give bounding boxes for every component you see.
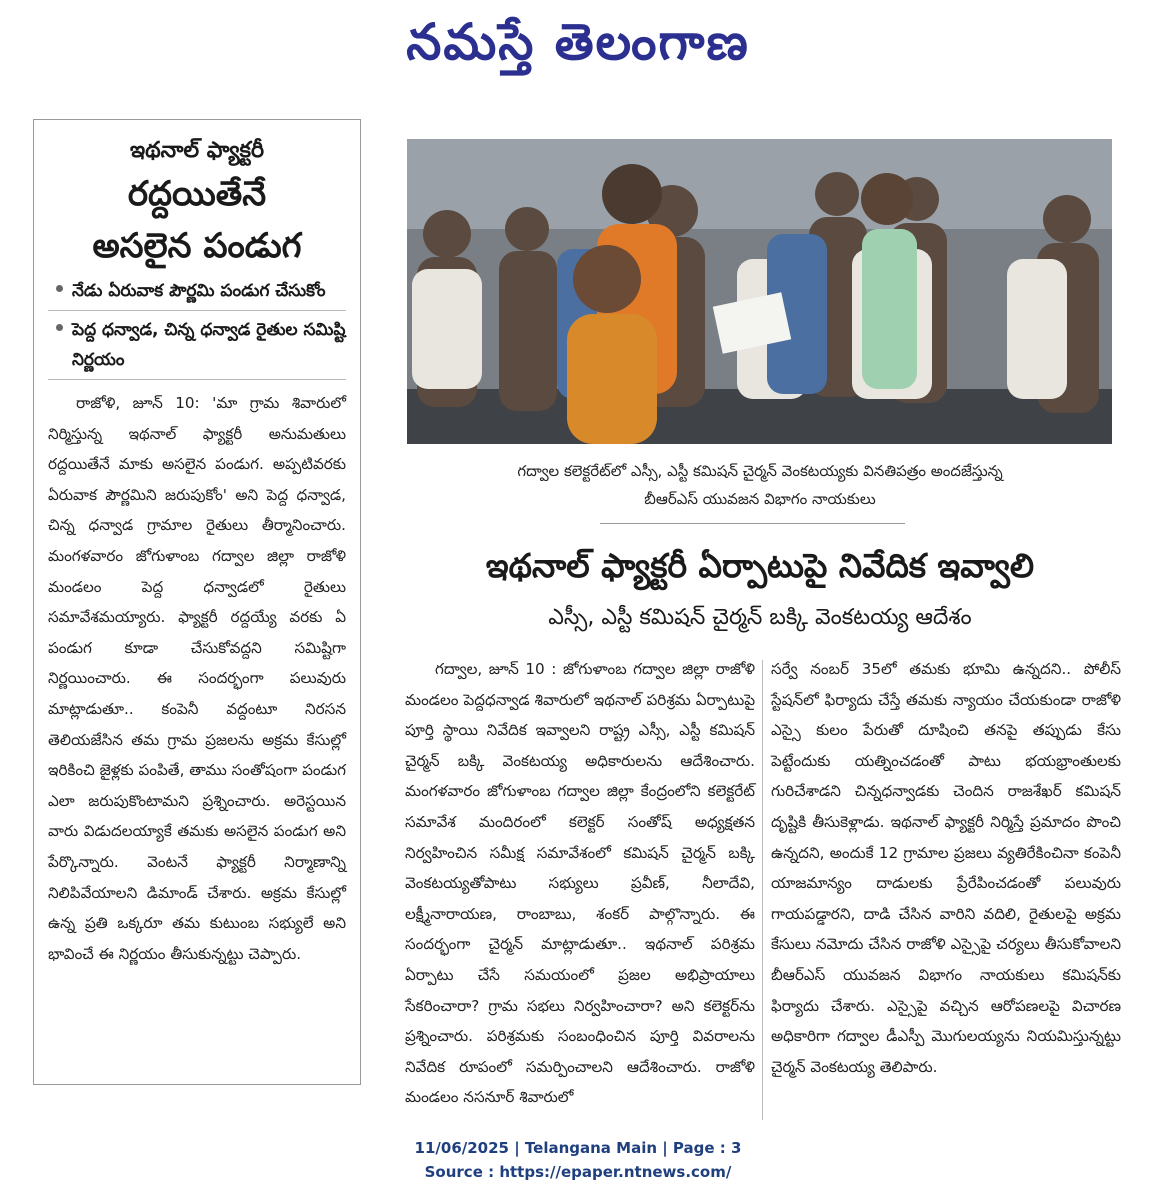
main-story-column-1 <box>405 654 755 1113</box>
news-photo-image <box>407 139 1112 444</box>
main-subheadline: ఎస్సీ, ఎస్టీ కమిషన్ చైర్మన్ బక్కి వెంకటయ్య ఆదేశం <box>548 605 972 630</box>
main-story-text-1: గద్వాల, జూన్ 10 : జోగుళాంబ గద్వాల జిల్లా రాజోళి మండలం పెద్దధన్వాడ శివారులో ఇథనాల్ పరిశ్రమ ఏర్పాటుపై పూర్తి స్థాయి నివేదిక ఇవ్వాలని రాష్ట్ర ఎస్సీ, ఎస్టీ కమిషన్ చైర్మన్ బక్కి వెంకటయ్య అధికారులను ఆదేశించారు. మంగళవారం జోగుళాంబ గద్వాల జిల్లా కేంద్రంలోని కలెక్టరేట్ సమావేశ మందిరంలో కలెక్టర్ సంతోష్ అధ్యక్షతన నిర్వహించిన సమీక్ష సమావేశంలో కమిషన్ చైర్మన్ బక్కి వెంకటయ్యతోపాటు సభ్యులు ప్రవీణ్, నీలాదేవి, లక్ష్మీనారాయణ, రాంబాబు, శంకర్ పాల్గొన్నారు. ఈ సందర్భంగా చైర్మన్ మాట్లాడుతూ.. ఇథనాల్ పరిశ్రమ ఏర్పాటు చేసే సమయంలో ప్రజల అభిప్రాయాలు సేకరించారా? గ్రామ సభలు నిర్వహించారా? అని కలెక్టర్‌ను ప్రశ్నించారు. పరిశ్రమకు సంబంధించిన పూర్తి వివరాలను నివేదిక రూపంలో సమర్పించాలని ఆదేశించారు. రాజోళి మండలం నసనూర్ శివారులో <box>405 660 755 1107</box>
photo-caption-line-1: గద్వాల కలెక్టరేట్‌లో ఎస్సీ, ఎస్టీ కమిషన్ చైర్మన్ వెంకటయ్యకు వినతిపత్రం అందజేస్తున్న <box>517 462 1003 480</box>
newspaper-masthead: నమస్తే తెలంగాణ <box>406 12 750 71</box>
main-story-column-2 <box>771 654 1121 1082</box>
sidebar-headline-line-1: రద్దయితేనే <box>127 174 267 214</box>
sidebar-body-text: రాజోళి, జూన్ 10: 'మా గ్రామ శివారులో నిర్మిస్తున్న ఇథనాల్ ఫ్యాక్టరీ అనుమతులు రద్దయితేనే మాకు అసలైన పండుగ. అప్పటివరకు ఏరువాక పౌర్ణమిని జరుపుకోం' అని పెద్ద ధన్వాడ, చిన్న ధన్వాడ గ్రామాల రైతులు తీర్మానించారు. మంగళవారం జోగుళాంబ గద్వాల జిల్లా రాజోళి మండలం పెద్ద ధన్వాడలో రైతులు సమావేశమయ్యారు. ఫ్యాక్టరీ రద్దయ్యే వరకు ఏ పండుగ కూడా చేసుకోవద్దని సమిష్టిగా నిర్ణయించారు. ఈ సందర్భంగా పలువురు మాట్లాడుతూ.. కంపెనీ వద్దంటూ నిరసన తెలియజేసిన తమ గ్రామ ప్రజలను అక్రమ కేసుల్లో ఇరికించి జైళ్లకు పంపితే, తాము సంతోషంగా పండుగ ఎలా జరుపుకొంటామని ప్రశ్నించారు. అరెస్టయిన వారు విడుదలయ్యాకే తమకు అసలైన పండుగ అని పేర్కొన్నారు. వెంటనే ఫ్యాక్టరీ నిర్మాణాన్ని నిలిపివేయాలని డిమాండ్ చేశారు. అక్రమ కేసుల్లో ఉన్న ప్రతి ఒక్కరూ తమ కుటుంబ సభ్యులే అని భావించే ఈ నిర్ణయం తీసుకున్నట్టు చెప్పారు. <box>48 394 346 963</box>
page-footer <box>0 1136 1156 1184</box>
sidebar-headline-line-2: అసలైన పండుగ <box>92 226 302 266</box>
sidebar-bullet: నేడు ఏరువాక పౌర్ణమి పండుగ చేసుకోం <box>48 272 346 311</box>
sidebar-story <box>33 119 361 1085</box>
column-divider <box>762 660 763 1120</box>
main-story-text-2: సర్వే నంబర్ 35లో తమకు భూమి ఉన్నదని.. పోలీస్ స్టేషన్‌లో ఫిర్యాదు చేస్తే తమకు న్యాయం చేయకుండా రాజోళి ఎస్సై కులం పేరుతో దూషించి తనపై తప్పుడు కేసు పెట్టేందుకు యత్నించడంతో పాటు భయభ్రాంతులకు గురిచేశాడని చిన్నధన్వాడకు చెందిన రాజశేఖర్ కమిషన్ దృష్టికి తీసుకెళ్లాడు. ఇథనాల్ ఫ్యాక్టరీ నిర్మిస్తే ప్రమాదం పొంచి ఉన్నదని, అందుకే 12 గ్రామాల ప్రజలు వ్యతిరేకించినా కంపెనీ యాజమాన్యం దాడులకు ప్రేరేపించడంతో పలువురు గాయపడ్డారని, దాడి చేసిన వారిని వదిలి, రైతులపై అక్రమ కేసులు నమోదు చేసిన రాజోళి ఎస్సైపై చర్యలు తీసుకోవాలని బీఆర్‌ఎస్ యువజన విభాగం నాయకులు కమిషన్‌కు ఫిర్యాదు చేశారు. ఎస్సైపై వచ్చిన ఆరోపణలపై విచారణ అధికారిగా గద్వాల డీఎస్పీ మొగులయ్యను నియమిస్తున్నట్టు చైర్మన్ వెంకటయ్య తెలిపారు. <box>771 660 1121 1076</box>
main-headline: ఇథనాల్ ఫ్యాక్టరీ ఏర్పాటుపై నివేదిక ఇవ్వాలి <box>485 546 1035 585</box>
caption-divider <box>600 523 905 524</box>
footer-source-line: Source : https://epaper.ntnews.com/ <box>424 1163 732 1181</box>
photo-caption-line-2: బీఆర్‌ఎస్ యువజన విభాగం నాయకులు <box>644 490 876 508</box>
sidebar-kicker: ఇథనాల్ ఫ్యాక్టరీ <box>129 138 265 163</box>
footer-date-line: 11/06/2025 | Telangana Main | Page : 3 <box>414 1139 742 1157</box>
sidebar-bullet: పెద్ద ధన్వాడ, చిన్న ధన్వాడ రైతుల సమిష్టి నిర్ణయం <box>48 311 346 380</box>
photo-caption <box>440 457 1080 513</box>
news-photo <box>407 139 1112 444</box>
